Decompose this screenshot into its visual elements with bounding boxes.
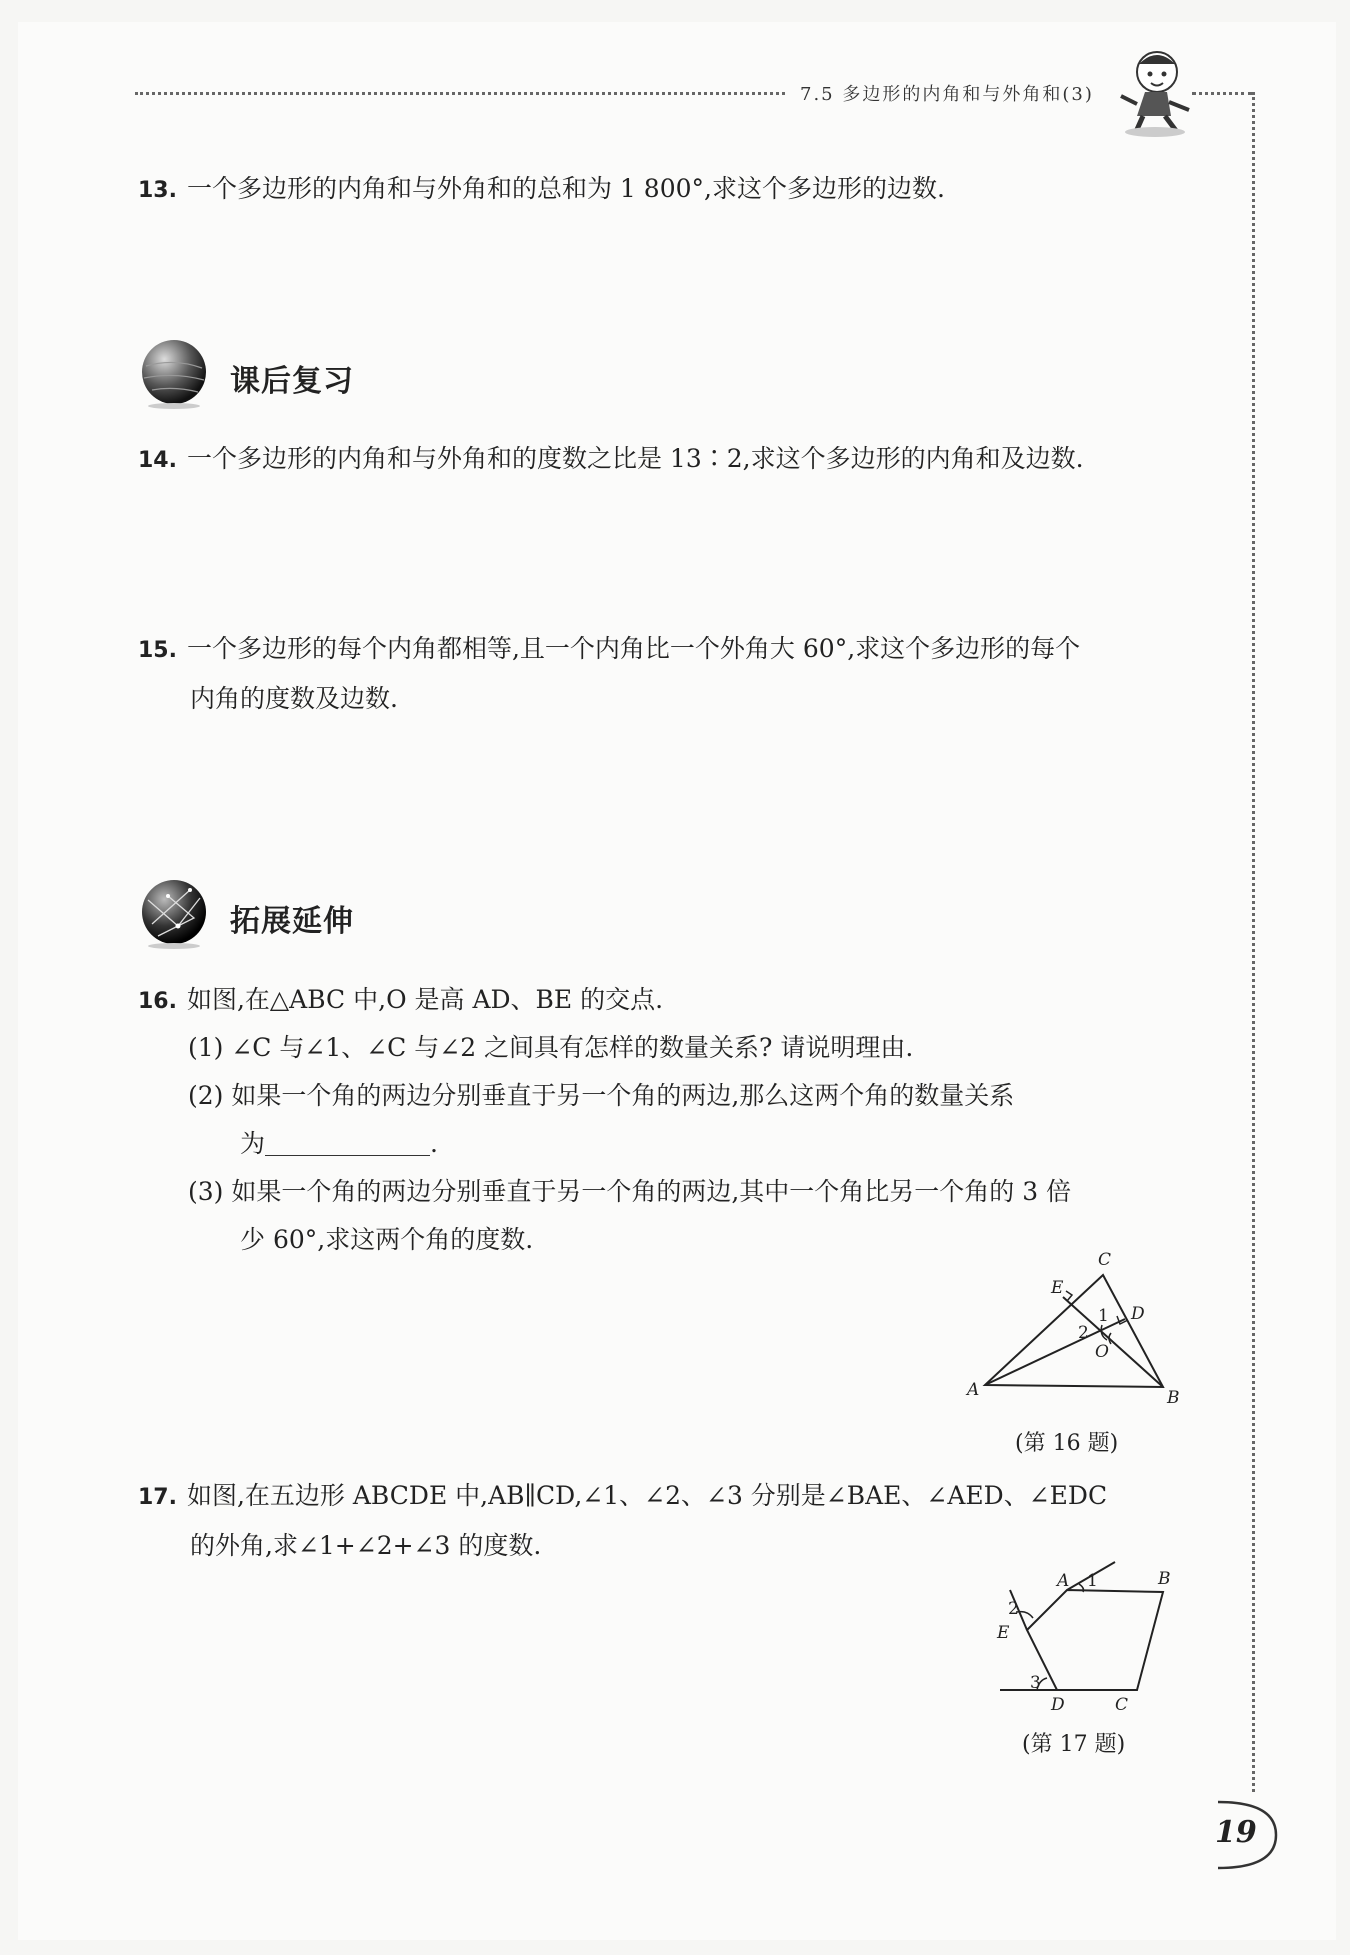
angle-1-label: 1	[1087, 1571, 1098, 1591]
label-E: E	[1051, 1278, 1064, 1298]
figure-17-caption: (第 17 题)	[1022, 1732, 1126, 1757]
angle-1-label: 1	[1098, 1306, 1109, 1326]
question-15	[138, 625, 1198, 723]
network-globe-icon	[138, 878, 210, 950]
question-number: 15.	[138, 638, 177, 663]
label-C: C	[1115, 1695, 1129, 1715]
angle-3-label: 3	[1030, 1673, 1041, 1693]
question-text: 如图,在△ABC 中,O 是高 AD、BE 的交点.	[186, 985, 664, 1014]
figure-17-pentagon	[975, 1550, 1185, 1720]
header-dotted-rule-right	[1192, 92, 1252, 95]
page-number: 19	[1215, 1815, 1257, 1850]
label-A: A	[967, 1380, 980, 1400]
label-B: B	[1158, 1569, 1171, 1589]
figure-16-caption: (第 16 题)	[1015, 1431, 1119, 1456]
question-text: 一个多边形的内角和与外角和的度数之比是 13∶2,求这个多边形的内角和及边数.	[186, 444, 1084, 473]
question-text: 一个多边形的每个内角都相等,且一个内角比一个外角大 60°,求这个多边形的每个	[186, 634, 1081, 663]
question-13	[138, 165, 1198, 215]
part-text-prefix: 为	[240, 1129, 266, 1158]
question-text-cont: 的外角,求∠1+∠2+∠3 的度数.	[190, 1531, 542, 1560]
question-14	[138, 435, 1198, 485]
section-title: 拓展延伸	[230, 904, 354, 939]
part-text: (3) 如果一个角的两边分别垂直于另一个角的两边,其中一个角比另一个角的 3 倍	[188, 1177, 1072, 1206]
question-number: 16.	[138, 989, 177, 1014]
question-text-cont: 内角的度数及边数.	[190, 684, 398, 713]
angle-2-label: 2	[1078, 1323, 1089, 1343]
question-number: 13.	[138, 178, 177, 203]
question-text: 如图,在五边形 ABCDE 中,AB∥CD,∠1、∠2、∠3 分别是∠BAE、∠AED、∠EDC	[186, 1481, 1108, 1510]
label-D: D	[1131, 1304, 1145, 1324]
question-16-part-2	[188, 1072, 1198, 1168]
question-number: 14.	[138, 448, 177, 473]
mascot-icon	[1115, 44, 1195, 139]
label-O: O	[1095, 1342, 1109, 1362]
header-dotted-rule	[135, 92, 785, 95]
globe-icon	[138, 338, 210, 410]
section-title: 课后复习	[230, 364, 354, 399]
answer-blank[interactable]	[265, 1131, 430, 1156]
part-text-cont: 少 60°,求这两个角的度数.	[240, 1225, 534, 1254]
question-16-part-1: (1) ∠C 与∠1、∠C 与∠2 之间具有怎样的数量关系? 请说明理由.	[188, 1033, 914, 1062]
label-E: E	[997, 1623, 1010, 1643]
part-text-cont	[188, 1120, 1198, 1168]
label-D: D	[1051, 1695, 1065, 1715]
label-C: C	[1098, 1250, 1112, 1270]
part-text: (2) 如果一个角的两边分别垂直于另一个角的两边,那么这两个角的数量关系	[188, 1081, 1015, 1110]
question-16	[138, 976, 1198, 1026]
question-text: 一个多边形的内角和与外角和的总和为 1 800°,求这个多边形的边数.	[186, 174, 945, 203]
part-text-end: .	[430, 1129, 438, 1158]
figure-16-triangle	[955, 1245, 1185, 1415]
right-dotted-border	[1252, 92, 1257, 1792]
angle-2-label: 2	[1008, 1599, 1019, 1619]
label-B: B	[1167, 1388, 1180, 1408]
question-number: 17.	[138, 1485, 177, 1510]
header-section-title: 7.5 多边形的内角和与外角和(3)	[800, 84, 1094, 105]
label-A: A	[1057, 1571, 1070, 1591]
